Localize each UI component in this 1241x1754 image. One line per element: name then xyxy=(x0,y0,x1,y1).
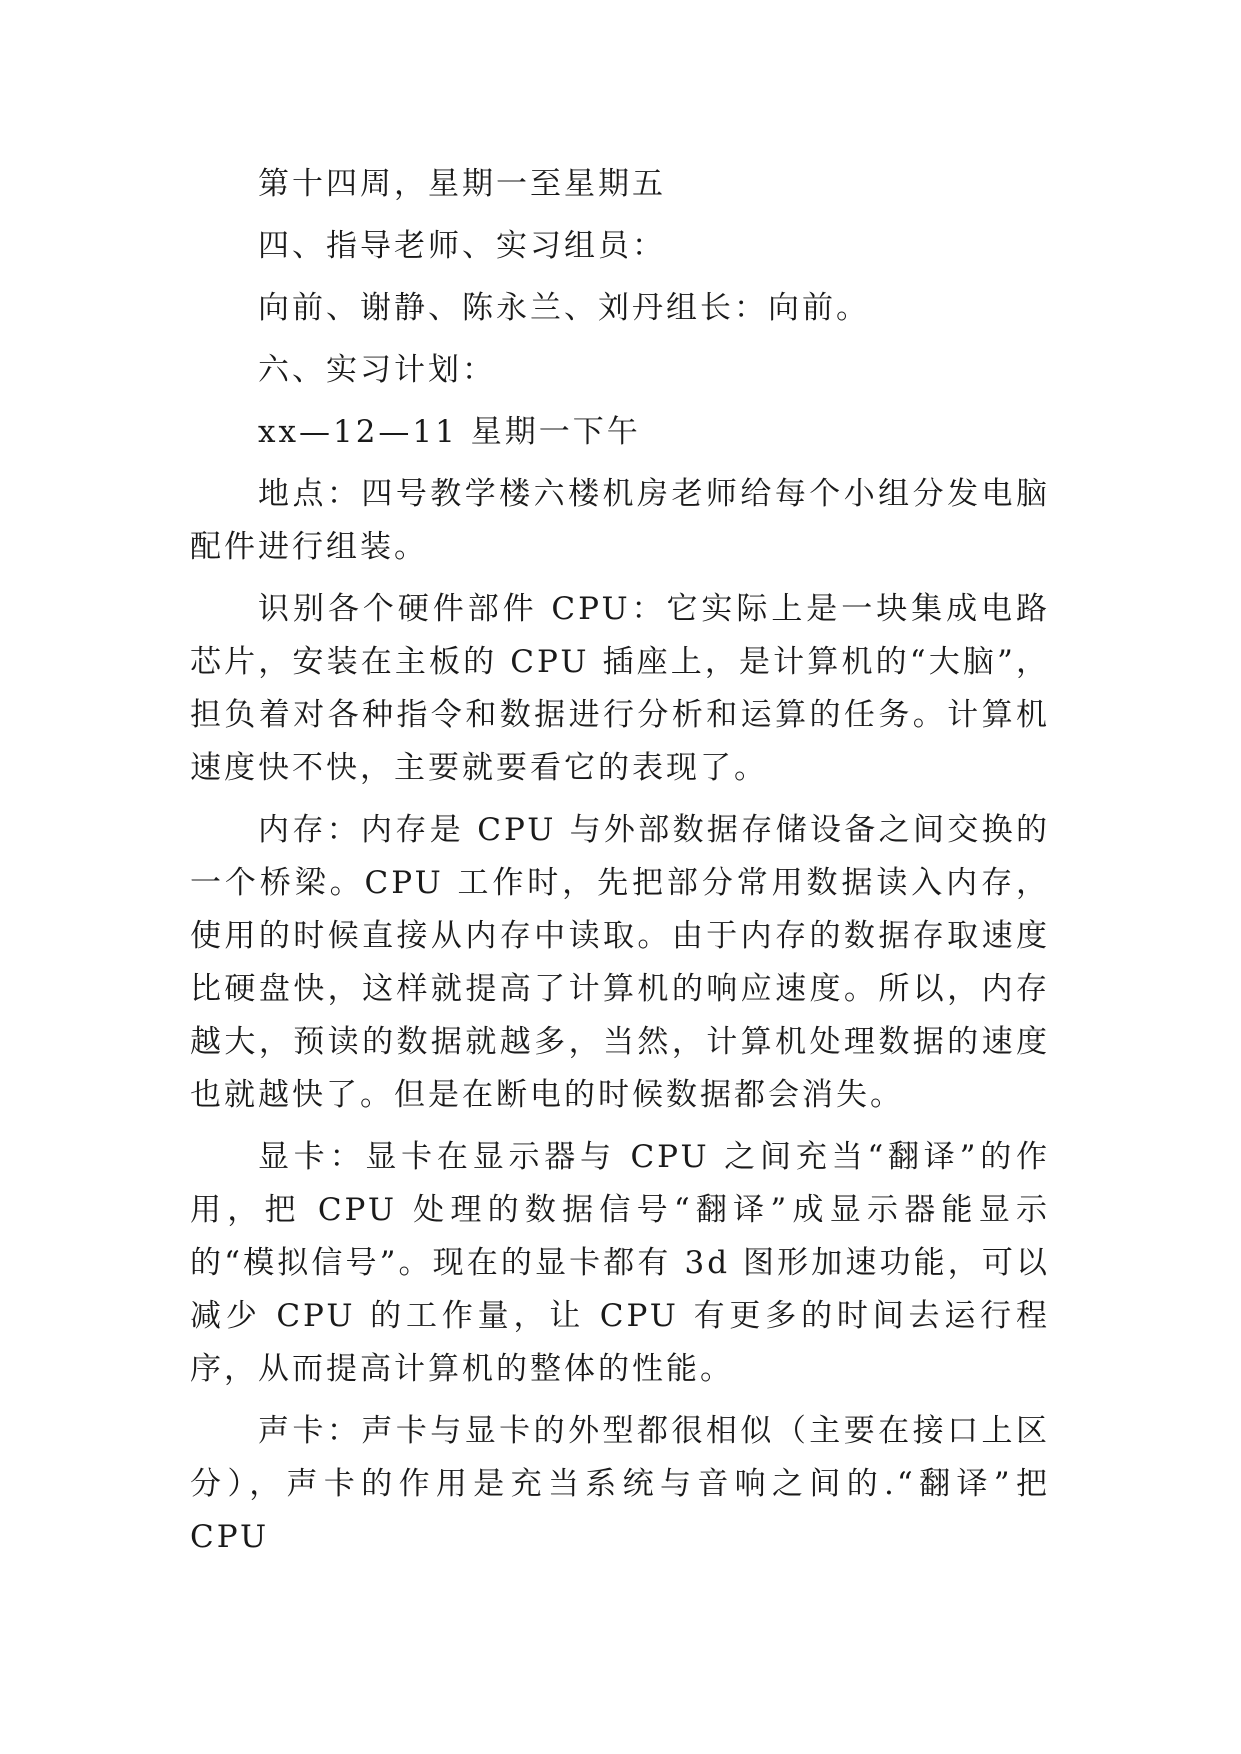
paragraph-date: xx—12—11 星期一下午 xyxy=(258,414,641,450)
paragraph-schedule: 第十四周，星期一至星期五 xyxy=(258,166,666,202)
paragraph-graphics-card: 显卡：显卡在显示器与 CPU 之间充当“翻译”的作用，把 CPU 处理的数据信号“翻译”成显示器能显示的“模拟信号”。现在的显卡都有 3d 图形加速功能，可以减少 CPU 的工作量，让 CPU 有更多的时间去运行程序，从而提高计算机的整体的性能。 xyxy=(190,1139,1050,1387)
document-body xyxy=(190,158,1050,1573)
paragraph-memory: 内存：内存是 CPU 与外部数据存储设备之间交换的一个桥梁。CPU 工作时，先把部分常用数据读入内存，使用的时候直接从内存中读取。由于内存的数据存取速度比硬盘快，这样就提高了计算机的响应速度。所以，内存越大，预读的数据就越多，当然，计算机处理数据的速度也就越快了。但是在断电的时候数据都会消失。 xyxy=(190,812,1050,1113)
paragraph-sound-card: 声卡：声卡与显卡的外型都很相似（主要在接口上区分），声卡的作用是充当系统与音响之间的.“翻译”把 CPU xyxy=(190,1413,1050,1555)
paragraph-section-heading-4: 四、指导老师、实习组员： xyxy=(258,228,666,264)
paragraph-location: 地点：四号教学楼六楼机房老师给每个小组分发电脑配件进行组装。 xyxy=(190,476,1050,565)
paragraph-section-heading-6: 六、实习计划： xyxy=(258,352,496,388)
paragraph-cpu: 识别各个硬件部件 CPU：它实际上是一块集成电路芯片，安装在主板的 CPU 插座上，是计算机的“大脑”，担负着对各种指令和数据进行分析和运算的任务。计算机速度快不快，主要就要看它的表现了。 xyxy=(190,591,1050,786)
paragraph-members: 向前、谢静、陈永兰、刘丹组长：向前。 xyxy=(258,290,870,326)
